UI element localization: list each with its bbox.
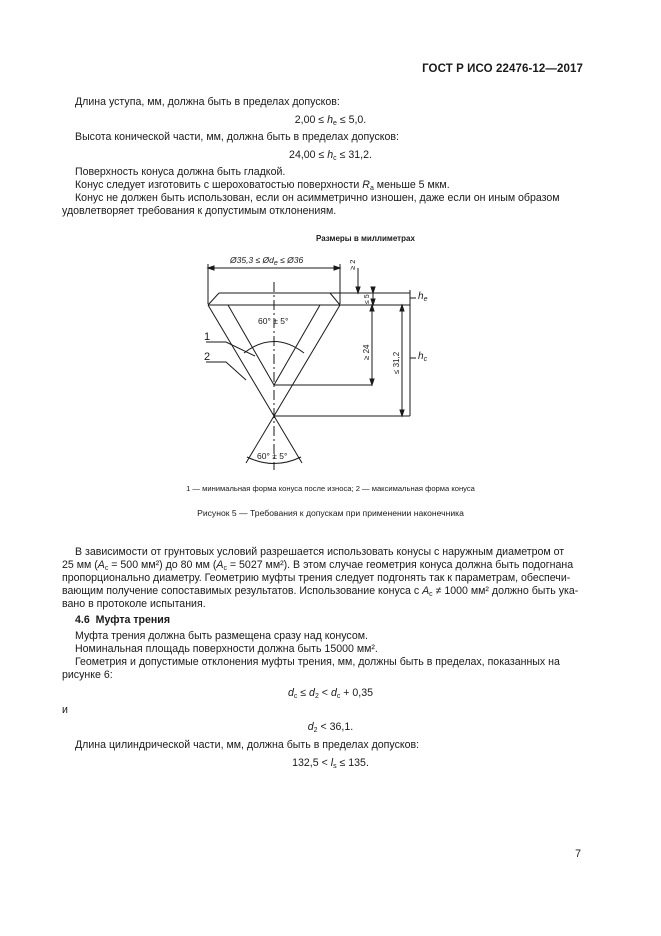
callout-1: 1 [204, 331, 211, 343]
paragraph-step-length: Длина уступа, мм, должна быть в пределах допусков: [75, 96, 340, 108]
figure-legend: 1 — минимальная форма конуса после износа; 2 — максимальная форма конуса [186, 484, 475, 493]
figure-angle-bottom: 60° ± 5° [257, 451, 288, 461]
dim-ge-24: ≥ 24 [362, 344, 371, 360]
label-hc: $h_c$ [418, 351, 428, 363]
paragraph-cone-height: Высота конической части, мм, должна быть в пределах допусков: [75, 131, 399, 143]
figure-caption: Рисунок 5 — Требования к допускам при применении наконечника [197, 508, 464, 518]
paragraph-sleeve-geometry: Геометрия и допустимые отклонения муфты трения, мм, должны быть в пределах, показанных на [75, 656, 560, 668]
label-he: $h_e$ [418, 291, 428, 303]
dim-ge-2: ≥ 2 [348, 259, 357, 270]
paragraph-soil-2: 25 мм ($A_c = 500$ мм²) до 80 мм ($A_c = 5027$ мм²). В этом случае геометрия конуса должна быть подогнана [62, 559, 574, 572]
page-number: 7 [575, 848, 581, 860]
paragraph-soil-4: вающим получение сопоставимых результатов. Использование конуса с $A_c \ne 1000$ мм² должно быть ука- [62, 585, 579, 598]
conjunction-and: и [62, 704, 68, 716]
formula-hc: $24,00 \le h_c \le 31,2$. [289, 149, 372, 162]
paragraph-asymmetric: Конус не должен быть использован, если он асимметрично изношен, даже если он иным образом [75, 192, 560, 204]
formula-ls: $132,5 < l_s \le 135$. [292, 757, 369, 770]
paragraph-soil-5: вано в протоколе испытания. [62, 598, 206, 610]
paragraph-cyl-length: Длина цилиндрической части, мм, должна быть в пределах допусков: [75, 739, 420, 751]
dim-le-31-2: ≤ 31,2 [392, 351, 401, 374]
formula-d2-range: $d_c \le d_2 < d_c + 0,35$ [287, 687, 374, 700]
paragraph-roughness: Конус следует изготовить с шероховатостью поверхности $R_a$ меньше 5 мкм. [75, 179, 450, 192]
paragraph-asymmetric-cont: удовлетворяет требования к допустимым отклонениям. [62, 205, 337, 217]
formula-d2-max: $d_2 < 36,1$. [307, 721, 354, 734]
paragraph-sleeve-area: Номинальная площадь поверхности должна быть 15000 мм². [75, 643, 378, 655]
dim-le-5: ≤ 5 [364, 294, 371, 304]
paragraph-soil-3: пропорционально диаметру. Геометрию муфты трения следует подгонять так к параметрам, обеспечи- [62, 572, 571, 584]
figure-units-note: Размеры в миллиметрах [316, 234, 415, 243]
formula-he: $2,00 \le h_e \le 5,0$. [294, 114, 367, 127]
paragraph-smooth: Поверхность конуса должна быть гладкой. [75, 166, 286, 178]
callout-2: 2 [204, 351, 211, 363]
paragraph-soil-1: В зависимости от грунтовых условий разрешается использовать конусы с наружным диаметром от [75, 546, 565, 558]
figure-angle-top: 60° ± 5° [258, 316, 289, 326]
figure-dim-diameter: Ø35,3 ≤ $Ød_e$ ≤ Ø36 [230, 255, 304, 267]
paragraph-sleeve-place: Муфта трения должна быть размещена сразу над конусом. [75, 630, 368, 642]
section-heading-4-6: 4.6 Муфта трения [75, 614, 170, 626]
paragraph-sleeve-geometry-cont: рисунке 6: [62, 669, 113, 681]
standard-header: ГОСТ Р ИСО 22476-12—2017 [422, 63, 583, 75]
